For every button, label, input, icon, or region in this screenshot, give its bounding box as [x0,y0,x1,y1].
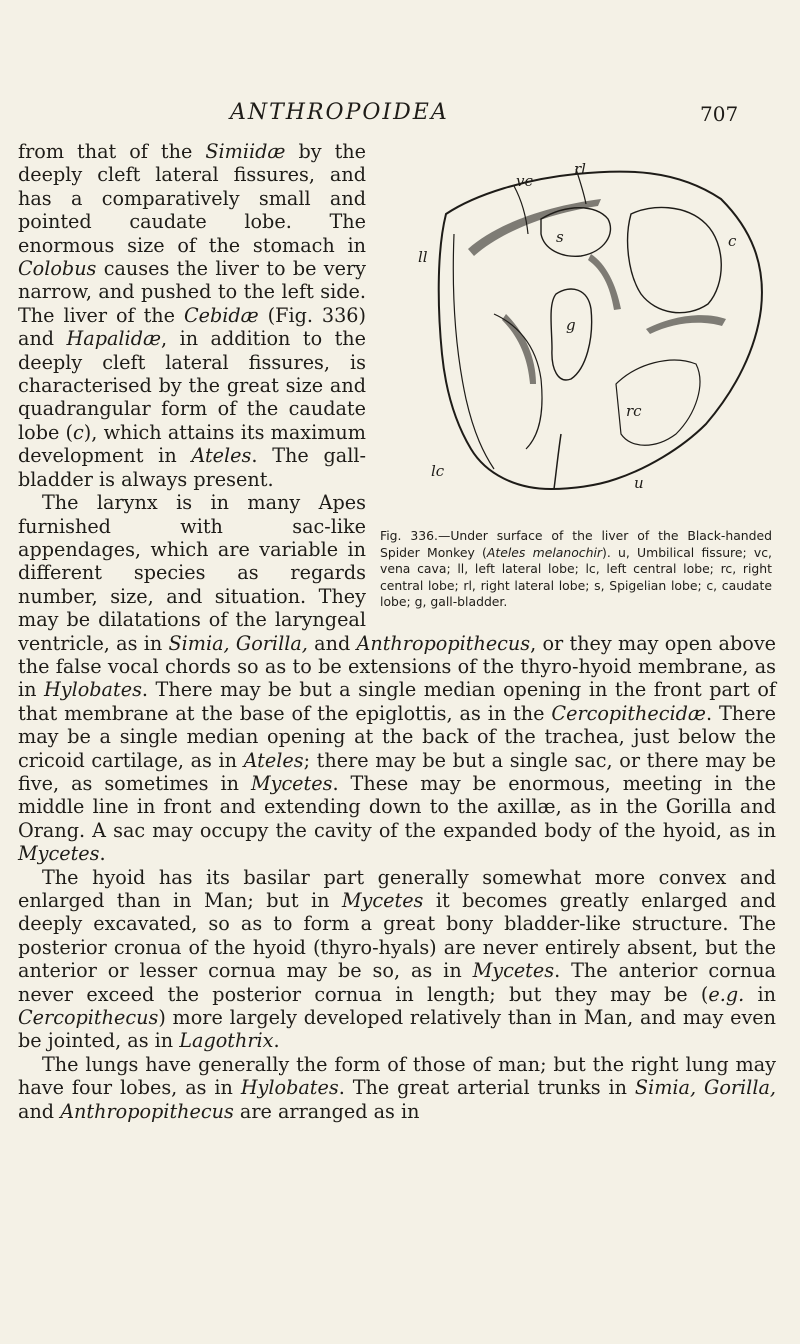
text-run: ) more largely developed relatively than in Man, and may even be jointed, as in [18,1006,776,1053]
italic-term: Hapalidæ [66,327,162,351]
italic-term: Mycetes [341,889,424,912]
text-run: and [18,1099,61,1123]
text-run: from that of the [18,140,206,163]
text-run: causes the liver to be very narrow, and pushed to the left side. The liver of the [18,257,366,327]
text-run: The larynx is in many Apes furnished with sac-like appendages, which are variable in different species as regards number, size, and situation. They may be dilatations of the laryngeal ventricle, as in [18,491,366,655]
italic-term: Simia, Gorilla, [168,631,308,655]
italic-term: Hylobates [44,678,142,702]
text-run: . The anterior cornua never exceed the posterior cornua in length; but they may be ( [18,959,776,1006]
page-number: 707 [700,102,739,126]
paragraph-lungs [18,1053,776,1123]
text-run: . There may be a single median opening at the back of the trachea, just below the cricoid cartilage, as in [18,701,776,772]
caption-species: Ateles melanochir [486,544,602,560]
text-run: ; there may be but a single sac, or there may be five, as sometimes in [18,748,776,795]
label-rc: rc [626,402,642,420]
italic-term: Ateles [243,748,304,772]
italic-term: Anthropopithecus [60,1099,234,1123]
label-lc: lc [431,462,445,480]
text-run: The hyoid has its basilar part generally somewhat more convex and enlarged than in Man; but in [18,865,776,912]
text-run: . [273,1029,280,1053]
label-vc: vc [516,172,533,190]
text-run: by the deeply cleft lateral fissures, and has a comparatively small and pointed caudate lobe. The enormous size of the stomach in [18,140,366,257]
italic-term: Mycetes [18,842,100,866]
italic-term: Ateles [191,444,252,468]
italic-term: Simiidæ [205,140,286,163]
caption-rest: ). u, Umbilical fissure; vc, vena cava; ll, left lateral lobe; lc, left central lobe; rc, right central lobe; rl, right lateral lobe; s, Spigelian lobe; c, caudate lobe; g, gall-bladder. [380,544,772,609]
italic-term: Cercopithecidæ [551,701,706,725]
text-run: , in addition to the deeply cleft lateral fissures, is characterised by the great size and quadrangular form of the caudate lobe ( [18,327,366,444]
running-head [0,100,800,130]
italic-term: Mycetes [250,771,333,795]
text-run: are arranged as in [233,1099,420,1123]
italic-term: Lagothrix [179,1029,274,1053]
liver-illustration [376,144,776,524]
label-s: s [556,228,564,246]
label-u: u [634,474,644,492]
text-run: ), which attains its maximum development in [18,420,366,468]
text-run: (Fig. 336) and [18,303,366,351]
body-text [18,140,776,1123]
caption-lead: Fig. 336.—Under surface of the liver of the Black-handed Spider Monkey ( [380,528,772,560]
italic-term: Colobus [18,257,97,281]
figure-caption [380,528,772,611]
label-rl: rl [574,160,586,178]
text-run: it becomes greatly enlarged and deeply excavated, so as to form a great bony bladder-like structure. The posterior cronua of the hyoid (thyro-hyals) are never entirely absent, but the anterior or lesser cornua may be so, as in [18,889,776,983]
text-run: in [744,982,777,1006]
text-run: , or they may open above the false vocal chords so as to be extensions of the thyro-hyoid membrane, as in [18,631,777,702]
italic-term: Simia, Gorilla, [634,1076,776,1100]
label-ll: ll [418,248,428,266]
paragraph-hyoid [18,866,776,1053]
text-run: . The great arterial trunks in [338,1076,635,1100]
italic-term: Mycetes [472,959,555,983]
text-run: . The gall-bladder is always present. [18,444,366,491]
text-run: The lungs have generally the form of those of man; but the right lung may have four lobes, as in [18,1052,776,1100]
text-run: . There may be but a single median opening in the front part of that membrane at the base of the epiglottis, as in the [18,678,776,725]
italic-term: e.g. [708,982,745,1006]
italic-term: Hylobates [240,1076,339,1100]
text-run: . These may be enormous, meeting in the middle line in front and extending down to the axillæ, as in the Gorilla and Orang. A sac may occupy the cavity of the expanded body of the hyoid, as in [18,771,776,842]
italic-term: Anthropopithecus [356,631,531,655]
text-run: . [99,842,106,866]
italic-term: Cebidæ [183,303,259,327]
running-title: ANTHROPOIDEA [230,100,449,125]
italic-term: Cercopithecus [18,1006,159,1030]
italic-term: c [73,420,84,444]
figure-336 [376,144,776,624]
label-g: g [566,316,576,334]
text-run: and [307,631,357,655]
label-c: c [728,232,737,250]
